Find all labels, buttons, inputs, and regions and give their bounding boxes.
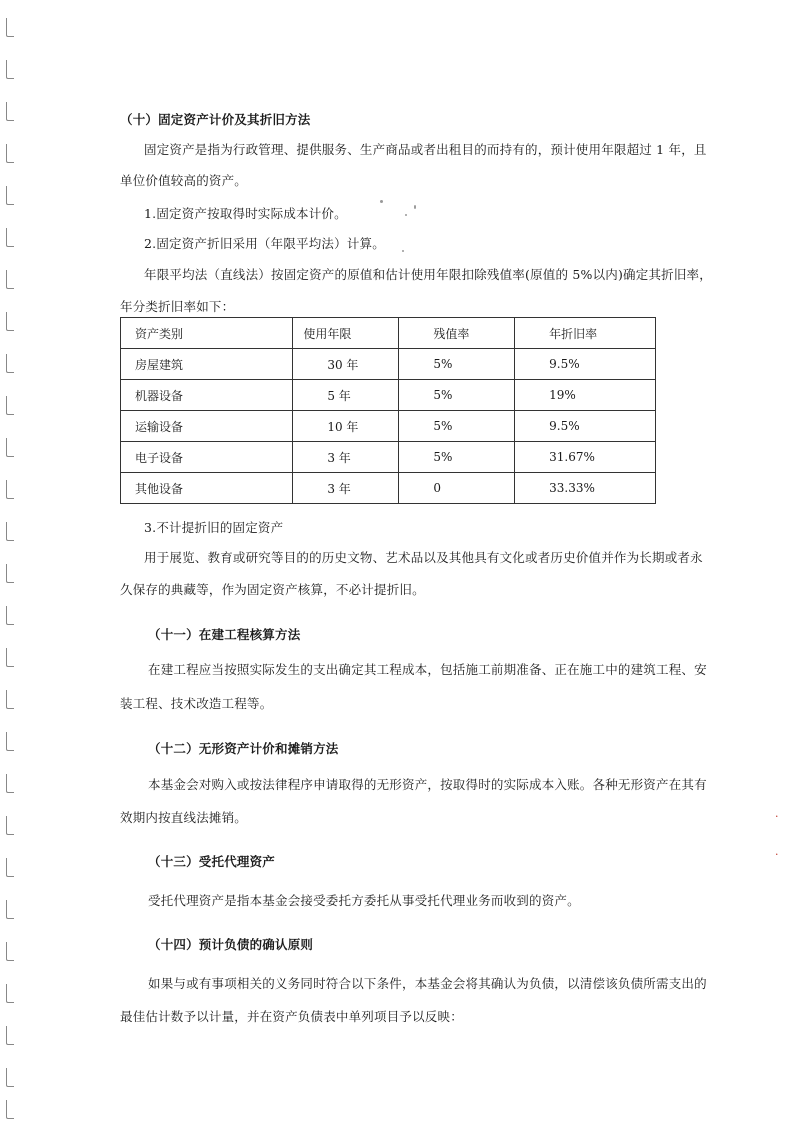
section-10-item-1: 1.固定资产按取得时实际成本计价。 [144, 206, 347, 221]
table-row [121, 380, 656, 411]
section-14-heading: （十四）预计负债的确认原则 [148, 937, 314, 952]
binder-holes [6, 0, 18, 1123]
header-cell: 使用年限 [293, 318, 399, 349]
section-10-item-3: 3.不计提折旧的固定资产 [144, 520, 284, 535]
table-row [121, 442, 656, 473]
header-cell: 残值率 [399, 318, 515, 349]
section-14-paragraph-cont: 最佳估计数予以计量，并在资产负债表中单列项目予以反映： [120, 1009, 463, 1024]
section-11-paragraph: 在建工程应当按照实际发生的支出确定其工程成本，包括施工前期准备、正在施工中的建筑工程、安 [148, 662, 707, 677]
table-cell: 5% [399, 349, 515, 380]
table-cell: 其他设备 [121, 473, 293, 504]
table-cell: 9.5% [515, 349, 656, 380]
section-10-paragraph-2: 年限平均法（直线法）按固定资产的原值和估计使用年限扣除残值率(原值的 5%以内)确定其折旧率， [144, 267, 712, 282]
section-10-paragraph-1-cont: 单位价值较高的资产。 [120, 173, 248, 188]
table-header-row [121, 318, 656, 349]
header-cell: 资产类别 [121, 318, 293, 349]
edge-red-mark: · [775, 810, 779, 823]
section-10-item-2: 2.固定资产折旧采用（年限平均法）计算。 [144, 236, 385, 251]
section-10-paragraph-2-cont: 年分类折旧率如下： [120, 299, 235, 314]
table-cell: 运输设备 [121, 411, 293, 442]
table-cell: 10 年 [293, 411, 399, 442]
section-10-paragraph-3-cont: 久保存的典藏等，作为固定资产核算，不必计提折旧。 [120, 582, 425, 597]
scan-speck [405, 214, 407, 216]
scan-speck [414, 205, 416, 209]
table-cell: 5 年 [293, 380, 399, 411]
section-10-paragraph-1: 固定资产是指为行政管理、提供服务、生产商品或者出租目的而持有的，预计使用年限超过 1 年，且 [144, 142, 707, 157]
table-cell: 33.33% [515, 473, 656, 504]
table-cell: 9.5% [515, 411, 656, 442]
depreciation-rate-table [120, 317, 656, 504]
table-row [121, 473, 656, 504]
table-cell: 0 [399, 473, 515, 504]
section-10-paragraph-3: 用于展览、教育或研究等目的的历史文物、艺术品以及其他具有文化或者历史价值并作为长期或者永 [144, 550, 703, 565]
section-10-heading: （十）固定资产计价及其折旧方法 [120, 112, 311, 127]
table-cell: 19% [515, 380, 656, 411]
table-cell: 机器设备 [121, 380, 293, 411]
table-cell: 5% [399, 411, 515, 442]
section-12-heading: （十二）无形资产计价和摊销方法 [148, 741, 339, 756]
header-cell: 年折旧率 [515, 318, 656, 349]
table-cell: 5% [399, 442, 515, 473]
table-cell: 30 年 [293, 349, 399, 380]
section-14-paragraph: 如果与或有事项相关的义务同时符合以下条件，本基金会将其确认为负债，以清偿该负债所需支出的 [148, 976, 707, 991]
table-row [121, 411, 656, 442]
section-11-paragraph-cont: 装工程、技术改造工程等。 [120, 696, 273, 711]
table-cell: 3 年 [293, 473, 399, 504]
section-12-paragraph-cont: 效期内按直线法摊销。 [120, 810, 248, 825]
table-cell: 5% [399, 380, 515, 411]
table-cell: 3 年 [293, 442, 399, 473]
section-12-paragraph: 本基金会对购入或按法律程序申请取得的无形资产，按取得时的实际成本入账。各种无形资产在其有 [148, 777, 707, 792]
edge-red-mark: · [775, 848, 779, 861]
table-cell: 电子设备 [121, 442, 293, 473]
section-13-paragraph: 受托代理资产是指本基金会接受委托方委托从事受托代理业务而收到的资产。 [148, 893, 580, 908]
table-row [121, 349, 656, 380]
section-13-heading: （十三）受托代理资产 [148, 854, 276, 869]
scan-speck [402, 250, 404, 252]
section-11-heading: （十一）在建工程核算方法 [148, 627, 301, 642]
table-cell: 房屋建筑 [121, 349, 293, 380]
table-cell: 31.67% [515, 442, 656, 473]
scan-speck [380, 200, 383, 203]
